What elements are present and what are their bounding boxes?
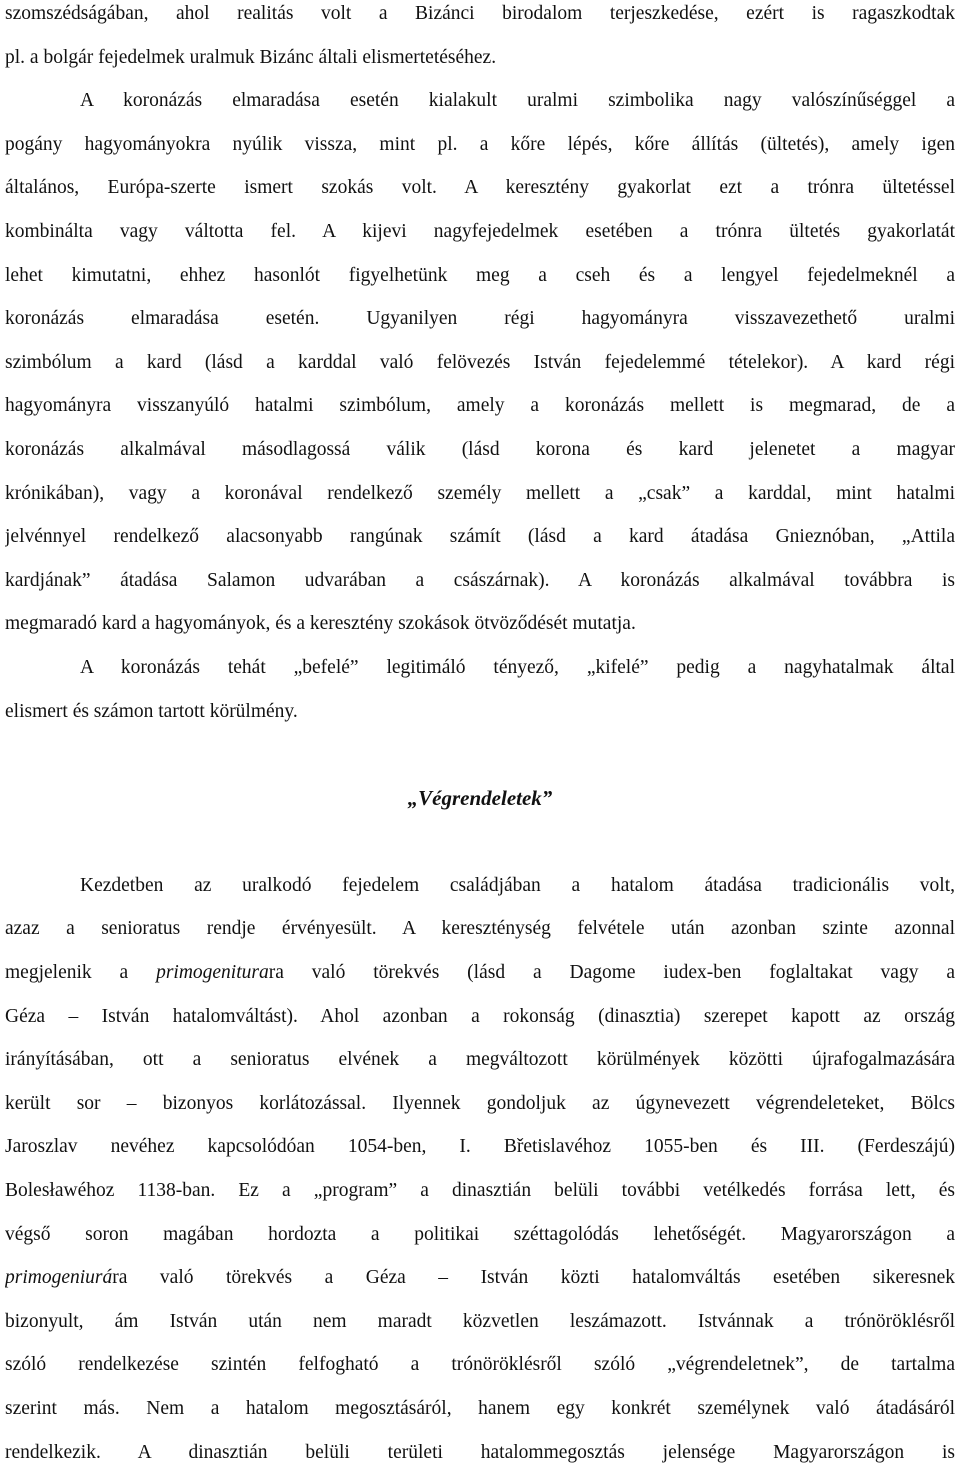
text-line: általános, Európa-szerte ismert szokás volt. A keresztény gyakorlat ezt a trónra ültetéssel <box>5 177 955 199</box>
text-line: elismert és számon tartott körülmény. <box>5 700 298 722</box>
paragraph-3 <box>5 646 955 733</box>
text-line: bizonyult, ám István után nem maradt közvetlen leszámazott. Istvánnak a trónöröklésről <box>5 1310 955 1332</box>
text-fragment: ra való törekvés (lásd a Dagome iudex-ben foglaltakat vagy a <box>268 962 955 984</box>
text-line: szóló rendelkezése szintén felfogható a trónöröklésről szóló „végrendeletnek”, de tartalma <box>5 1354 955 1376</box>
paragraph-1 <box>5 0 955 79</box>
document-page <box>5 0 955 1474</box>
text-line: A koronázás tehát „befelé” legitimáló tényező, „kifelé” pedig a nagyhatalmak által <box>80 656 955 678</box>
text-line: pogány hagyományokra nyúlik vissza, mint pl. a kőre lépés, kőre állítás (ültetés), amely igen <box>5 133 955 155</box>
text-line: krónikában), vagy a koronával rendelkező személy mellett a „csak” a karddal, mint hatalmi <box>5 482 955 504</box>
text-line: lehet kimutatni, ehhez hasonlót figyelhetünk meg a cseh és a lengyel fejedelmeknél a <box>5 264 955 286</box>
text-line: megmaradó kard a hagyományok, és a keresztény szokások ötvöződését mutatja. <box>5 613 636 635</box>
text-line: végső soron magában hordozta a politikai széttagolódás lehetőségét. Magyarországon a <box>5 1223 955 1245</box>
text-line: hagyományra visszanyúló hatalmi szimbólum, amely a koronázás mellett is megmarad, de a <box>5 395 955 417</box>
text-line: szimbólum a kard (lásd a karddal való felövezés István fejedelemmé tételekor). A kard régi <box>5 351 955 373</box>
text-line: koronázás elmaradása esetén. Ugyanilyen régi hagyományra visszavezethető uralmi <box>5 308 955 330</box>
text-line: rendelkezik. A dinasztián belüli területi hatalommegosztás jelensége Magyarországon is <box>5 1441 955 1463</box>
emphasized-term: primogenitura <box>156 962 269 984</box>
blank-line <box>5 733 955 777</box>
section-heading: „Végrendeletek” <box>407 785 553 810</box>
text-fragment: megjelenik a <box>5 962 157 984</box>
emphasized-term: primogeniurá <box>5 1267 113 1289</box>
text-line: kardjának” átadása Salamon udvarában a császárnak). A koronázás alkalmával továbbra is <box>5 569 955 591</box>
text-line: pl. a bolgár fejedelmek uralmuk Bizánc általi elismertetéséhez. <box>5 46 497 68</box>
text-line: szerint más. Nem a hatalom megosztásáról, hanem egy konkrét személynek való átadásáról <box>5 1398 955 1419</box>
text-line: szomszédságában, ahol realitás volt a Bizánci birodalom terjeszkedése, ezért is ragaszkodtak <box>5 3 955 24</box>
text-line: azaz a senioratus rendje érvényesült. A kereszténység felvétele után azonban szinte azonnal <box>5 918 955 940</box>
text-line: irányításában, ott a senioratus elvének a megváltozott körülmények közötti újrafogalmazására <box>5 1049 955 1071</box>
text-line: Géza – István hatalomváltást). Ahol azonban a rokonság (dinasztia) szerepet kapott az ország <box>5 1005 955 1027</box>
text-line: Kezdetben az uralkodó fejedelem családjában a hatalom átadása tradicionális volt, <box>80 874 955 896</box>
text-line: került sor – bizonyos korlátozással. Ilyennek gondoljuk az úgynevezett végrendeleteket, Bölcs <box>5 1092 955 1114</box>
text-line: A koronázás elmaradása esetén kialakult uralmi szimbolika nagy valószínűséggel a <box>80 90 955 112</box>
text-line: kombinálta vagy váltotta fel. A kijevi nagyfejedelmek esetében a trónra ültetés gyakorlatát <box>5 220 955 242</box>
text-fragment: ra való törekvés a Géza – István közti hatalomváltás esetében sikeresnek <box>112 1267 955 1289</box>
blank-line <box>5 820 955 864</box>
paragraph-4 <box>5 864 955 1474</box>
text-line: Bolesławéhoz 1138-ban. Ez a „program” a dinasztián belüli további vetélkedés forrása lett, és <box>5 1180 955 1202</box>
text-line <box>5 951 955 995</box>
text-line <box>5 1256 955 1300</box>
text-line: Jaroszlav nevéhez kapcsolódóan 1054-ben, I. Břetislavéhoz 1055-ben és III. (Ferdeszájú) <box>5 1136 955 1158</box>
paragraph-2 <box>5 79 955 646</box>
text-line: koronázás alkalmával másodlagossá válik (lásd korona és kard jelenetet a magyar <box>5 438 955 460</box>
text-line: jelvénnyel rendelkező alacsonyabb rangúnak számít (lásd a kard átadása Gnieznóban, „Attila <box>5 526 955 548</box>
